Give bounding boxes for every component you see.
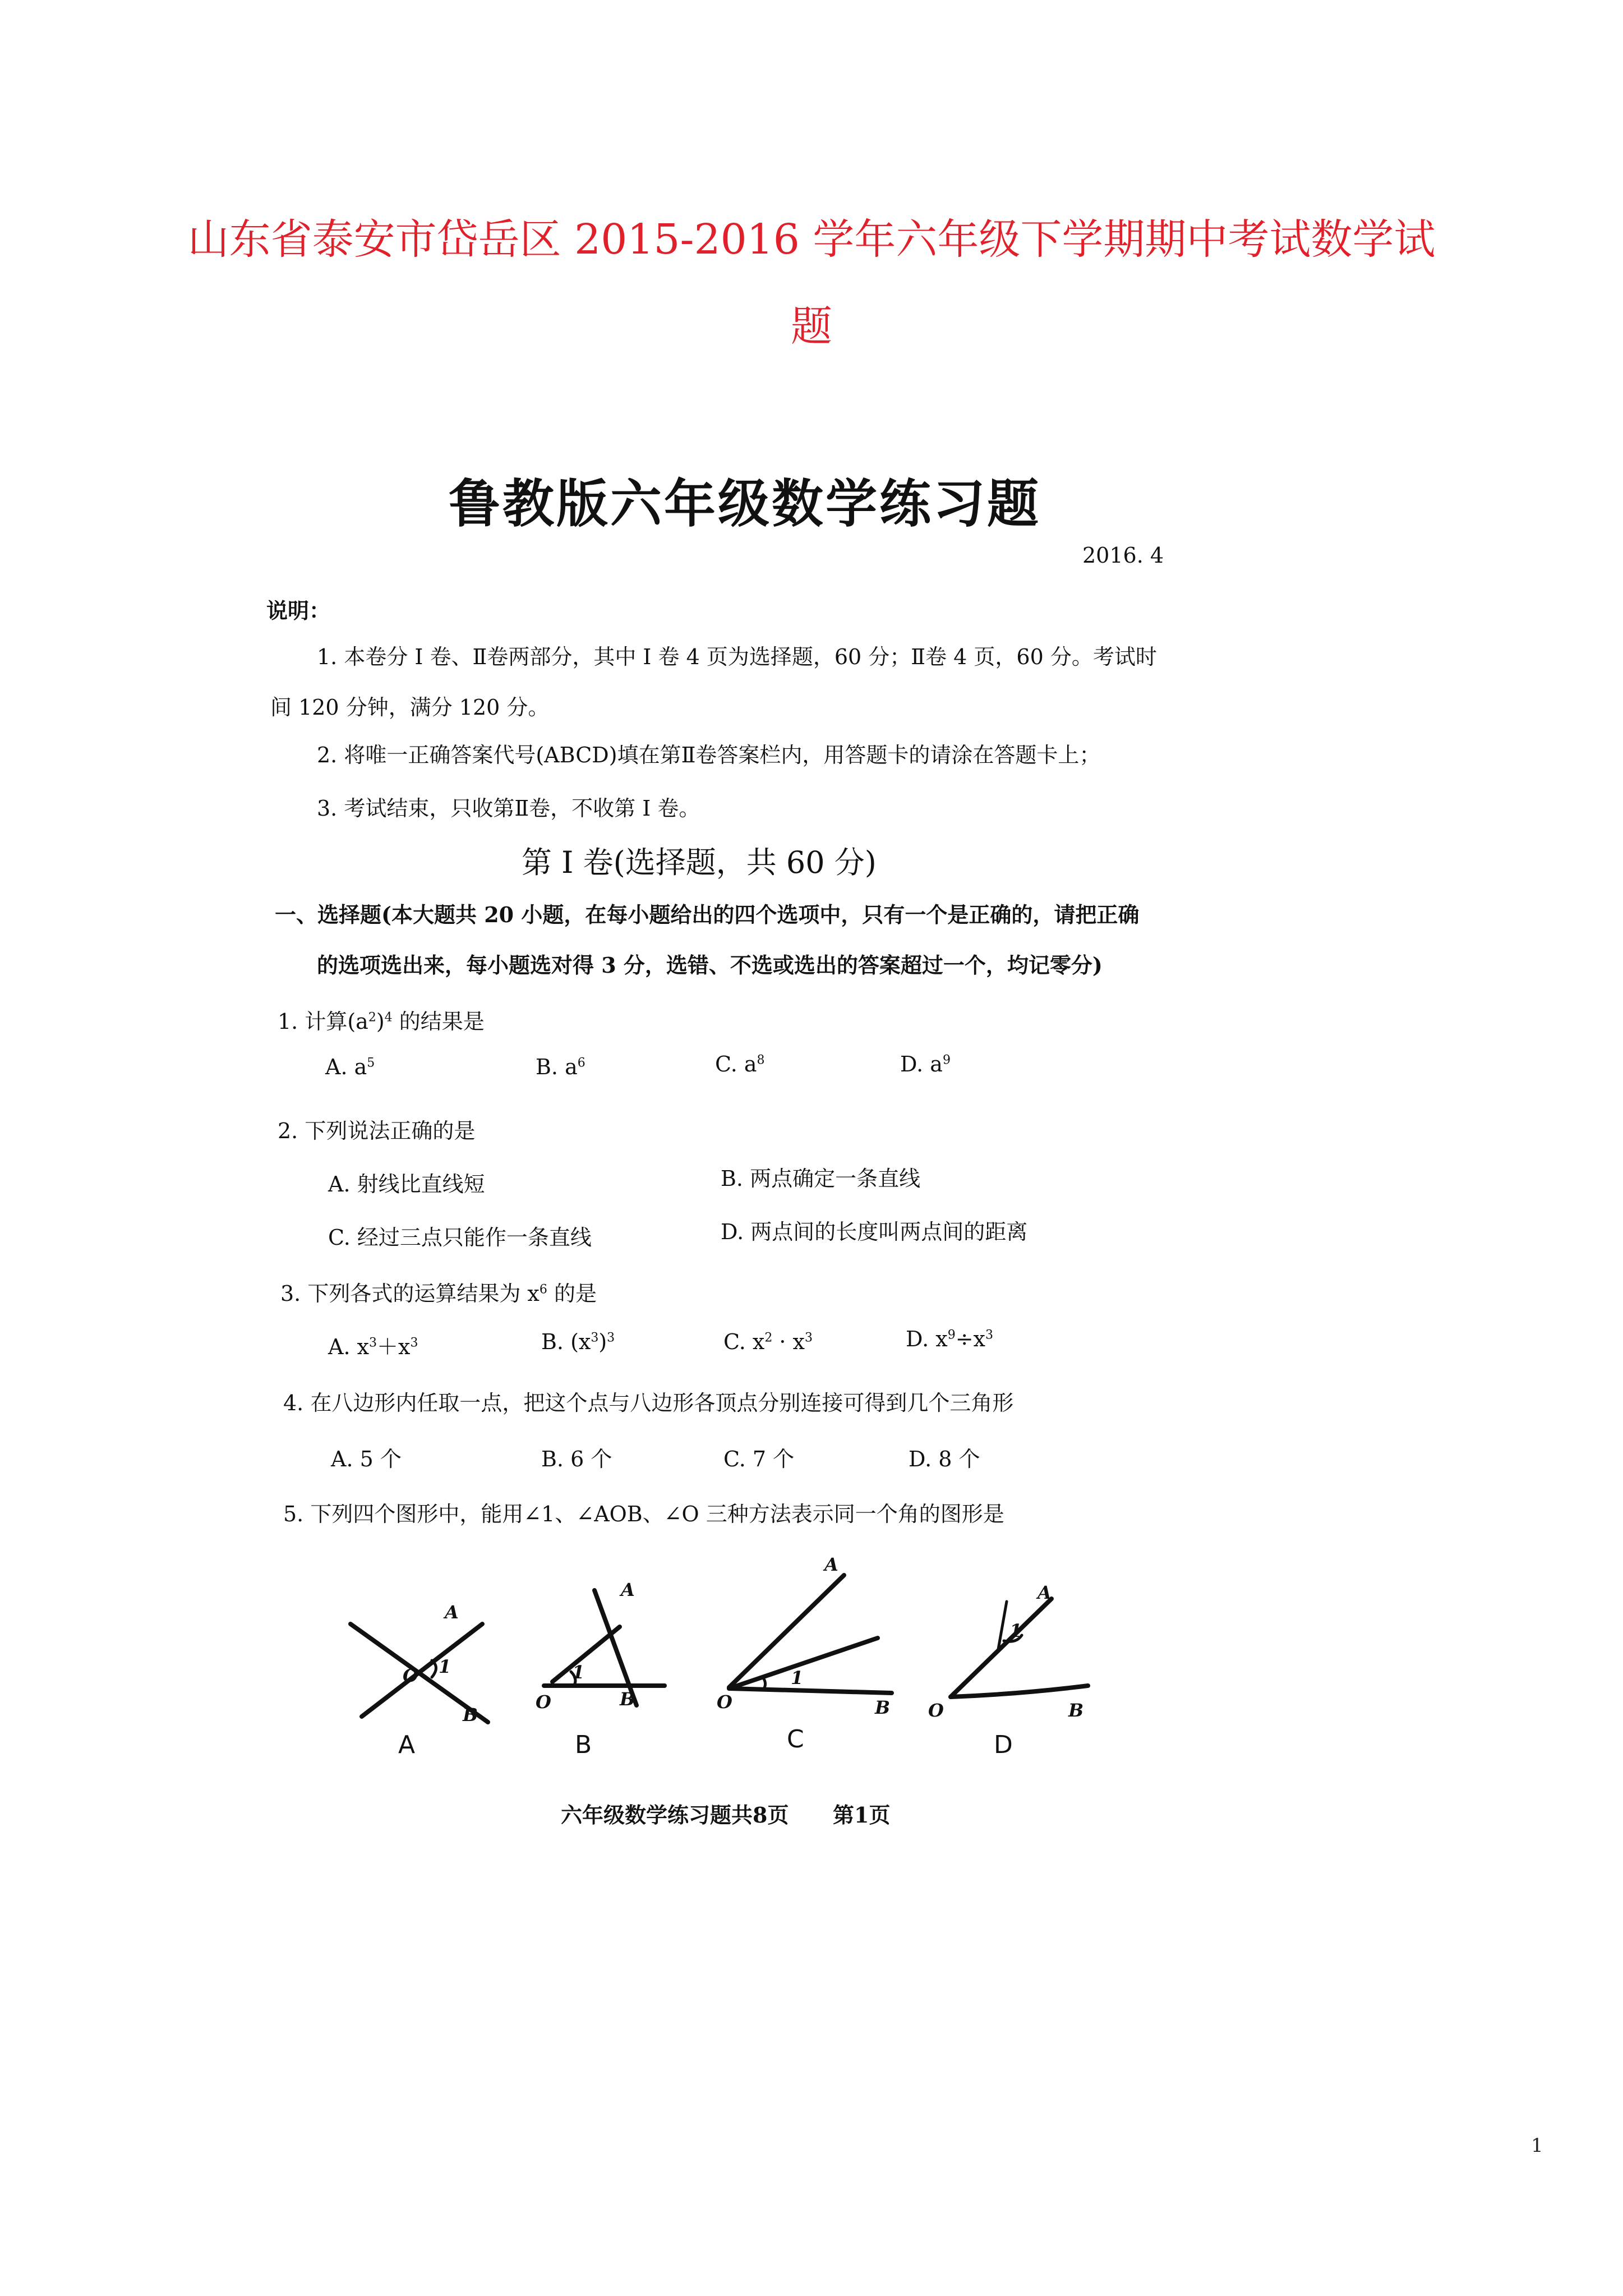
fig-a-label-b: B bbox=[463, 1704, 478, 1726]
exam-title: 鲁教版六年级数学练习题 bbox=[449, 473, 1041, 534]
question-5-stem: 5. 下列四个图形中，能用∠1、∠AOB、∠O 三种方法表示同一个角的图形是 bbox=[283, 1502, 1004, 1526]
q2-option-a: A. 射线比直线短 bbox=[328, 1172, 485, 1197]
instructions-heading: 说明： bbox=[266, 598, 331, 623]
fig-d-label-b: B bbox=[1068, 1700, 1084, 1721]
question-2-stem: 2. 下列说法正确的是 bbox=[278, 1119, 476, 1143]
fig-b-label-a: A bbox=[621, 1579, 635, 1600]
q4-option-b: B. 6 个 bbox=[541, 1447, 612, 1471]
fig-d-caption: D bbox=[994, 1731, 1013, 1759]
scan-footer-left: 六年级数学练习题共8页 bbox=[561, 1802, 789, 1828]
instruction-2: 2. 将唯一正确答案代号(ABCD)填在第Ⅱ卷答案栏内，用答题卡的请涂在答题卡上； bbox=[317, 743, 1101, 767]
figure-d-ray-ob bbox=[951, 1686, 1088, 1697]
fig-b-label-o: O bbox=[536, 1691, 551, 1713]
question-1-stem: 1. 计算$(a^2)^4$ 的结果是 bbox=[278, 1009, 485, 1034]
fig-d-label-a: A bbox=[1038, 1582, 1052, 1603]
q3-option-b: B. $(x^3)^3$ bbox=[541, 1329, 615, 1354]
fig-c-caption: C bbox=[787, 1725, 804, 1754]
q1-option-a: A. $a^5$ bbox=[325, 1055, 375, 1079]
q1-option-d: D. $a^9$ bbox=[900, 1052, 951, 1076]
section-title: 第 I 卷(选择题，共 60 分) bbox=[522, 845, 877, 880]
figure-c-ray-ob bbox=[729, 1688, 892, 1693]
part-intro-line1: 一、选择题(本大题共 20 小题，在每小题给出的四个选项中，只有一个是正确的，请把正确 bbox=[275, 902, 1140, 927]
fig-c-label-o: O bbox=[717, 1691, 732, 1713]
q4-option-c: C. 7 个 bbox=[723, 1447, 795, 1471]
q1-option-b: B. $a^6$ bbox=[536, 1055, 585, 1079]
exam-date: 2016. 4 bbox=[1082, 543, 1164, 568]
fig-a-label-o: O bbox=[403, 1665, 418, 1686]
q2-option-b: B. 两点确定一条直线 bbox=[721, 1166, 921, 1191]
scan-footer-right: 第1页 bbox=[833, 1802, 891, 1828]
question-4-stem: 4. 在八边形内任取一点，把这个点与八边形各顶点分别连接可得到几个三角形 bbox=[283, 1391, 1014, 1415]
q1-option-c: C. $a^8$ bbox=[715, 1052, 765, 1076]
instruction-1: 1. 本卷分 I 卷、Ⅱ卷两部分，其中 I 卷 4 页为选择题，60 分；Ⅱ卷 4 页，60 分。考试时 bbox=[317, 645, 1157, 669]
page-number: 1 bbox=[1531, 2134, 1543, 2157]
figure-d-ray-oa bbox=[951, 1599, 1052, 1697]
q2-option-d: D. 两点间的长度叫两点间的距离 bbox=[721, 1220, 1028, 1244]
fig-d-label-1: 1 bbox=[1009, 1620, 1022, 1641]
fig-c-label-1: 1 bbox=[791, 1667, 804, 1688]
q2-option-c: C. 经过三点只能作一条直线 bbox=[328, 1225, 592, 1250]
document-title-line1: 山东省泰安市岱岳区 2015-2016 学年六年级下学期期中考试数学试 bbox=[187, 215, 1436, 264]
question-3-stem: 3. 下列各式的运算结果为 $x^6$ 的是 bbox=[280, 1281, 597, 1306]
q3-option-d: D. $x^9\div x^3$ bbox=[906, 1327, 993, 1351]
instruction-3: 3. 考试结束，只收第Ⅱ卷，不收第 I 卷。 bbox=[317, 796, 700, 821]
fig-d-label-o: O bbox=[928, 1700, 944, 1721]
fig-c-label-a: A bbox=[824, 1554, 838, 1575]
q3-option-c: C. $x^2 \cdot x^3$ bbox=[723, 1329, 813, 1354]
part-intro-line2: 的选项选出来，每小题选对得 3 分，选错、不选或选出的答案超过一个，均记零分) bbox=[317, 953, 1103, 978]
fig-a-caption: A bbox=[398, 1731, 416, 1759]
fig-a-label-a: A bbox=[445, 1602, 459, 1623]
q3-option-a: A. $x^3+x^3$ bbox=[328, 1335, 418, 1359]
q4-option-a: A. 5 个 bbox=[331, 1447, 402, 1471]
fig-b-label-1: 1 bbox=[572, 1662, 585, 1683]
fig-b-caption: B bbox=[575, 1731, 592, 1759]
instruction-1-cont: 间 120 分钟，满分 120 分。 bbox=[270, 695, 550, 720]
fig-c-label-b: B bbox=[875, 1697, 891, 1718]
fig-a-label-1: 1 bbox=[439, 1656, 451, 1677]
document-title-line2: 题 bbox=[791, 302, 832, 351]
q4-option-d: D. 8 个 bbox=[909, 1447, 980, 1471]
fig-b-label-b: B bbox=[620, 1688, 635, 1710]
